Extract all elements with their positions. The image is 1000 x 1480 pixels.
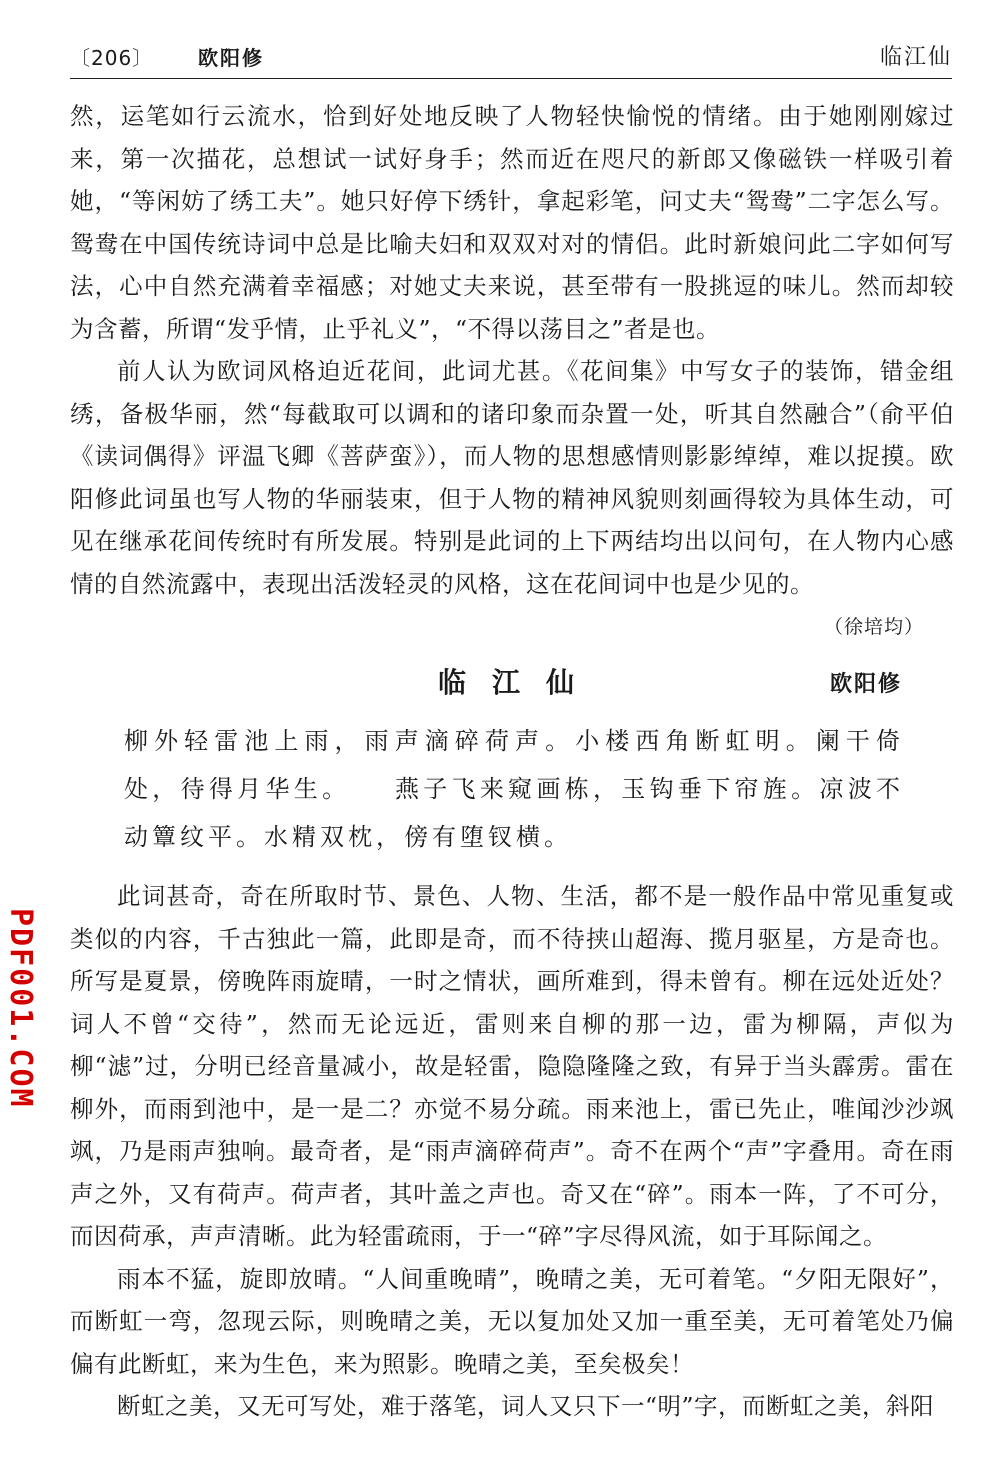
running-header [70, 38, 952, 79]
page-body [70, 95, 954, 1428]
running-header-title: 临江仙 [879, 45, 952, 70]
prev-article-paragraph-1: 然，运笔如行云流水，恰到好处地反映了人物轻快愉悦的情绪。由于她刚刚嫁过来，第一次描花，总想试一试好身手；然而近在咫尺的新郎又像磁铁一样吸引着她，“等闲妨了绣工夫”。她只好停下绣针，拿起彩笔，问丈夫“鸳鸯”二字怎么写。鸳鸯在中国传统诗词中总是比喻夫妇和双双对对的情侣。此时新娘问此二字如何写法，心中自然充满着幸福感；对她丈夫来说，甚至带有一股挑逗的味儿。然而却较为含蓄，所谓“发乎情，止乎礼义”，“不得以荡目之”者是也。 [70, 102, 954, 343]
page-number: 〔206〕 [70, 46, 154, 70]
commentary-paragraph-3: 断虹之美，又无可写处，难于落笔，词人又只下一“明”字，而断虹之美，斜阳 [117, 1392, 935, 1420]
prev-article-paragraph-2: 前人认为欧词风格迫近花间，此词尤甚。《花间集》中写女子的装饰，错金组绣，备极华丽，然“每截取可以调和的诸印象而杂置一处，听其自然融合”（俞平伯《读词偶得》评温飞卿《菩萨蛮》），而人物的思想感情则影影绰绰，难以捉摸。欧阳修此词虽也写人物的华丽装束，但于人物的精神风貌则刻画得较为具体生动，可见在继承花间传统时有所发展。特别是此词的上下两结均出以问句，在人物内心感情的自然流露中，表现出活泼轻灵的风格，这在花间词中也是少见的。 [70, 357, 954, 598]
poem-author: 欧阳修 [829, 672, 902, 697]
poem-title: 临江仙 [438, 666, 601, 699]
watermark: PDF001.COM [3, 908, 38, 1109]
commentary-paragraph-1: 此词甚奇，奇在所取时节、景色、人物、生活，都不是一般作品中常见重复或类似的内容，千古独此一篇，此即是奇，而不待挟山超海、揽月驱星，方是奇也。所写是夏景，傍晚阵雨旋晴，一时之情状，画所难到，得未曾有。柳在远处近处？词人不曾“交待”，然而无论远近，雷则来自柳的那一边，雷为柳隔，声似为柳“滤”过，分明已经音量减小，故是轻雷，隐隐隆隆之致，有异于当头霹雳。雷在柳外，而雨到池中，是一是二？亦觉不易分疏。雨来池上，雷已先止，唯闻沙沙飒飒，乃是雨声独响。最奇者，是“雨声滴碎荷声”。奇不在两个“声”字叠用。奇在雨声之外，又有荷声。荷声者，其叶盖之声也。奇又在“碎”。雨本一阵，了不可分，而因荷承，声声清晰。此为轻雷疏雨，于一“碎”字尽得风流，如于耳际闻之。 [70, 882, 954, 1250]
running-header-author: 欧阳修 [198, 46, 264, 70]
commentary-paragraph-2: 雨本不猛，旋即放晴。“人间重晚晴”，晚晴之美，无可着笔。“夕阳无限好”，而断虹一弯，忽现云际，则晚晴之美，无以复加处又加一重至美，无可着笔处乃偏偏有此断虹，来为生色，来为照影。晚晴之美，至矣极矣！ [70, 1264, 954, 1378]
poem-heading [70, 655, 954, 711]
poem-text: 柳外轻雷池上雨，雨声滴碎荷声。小楼西角断虹明。阑干倚处，待得月华生。 燕子飞来窥画栋，玉钩垂下帘旌。凉波不动簟纹平。水精双枕，傍有堕钗横。 [124, 727, 904, 851]
prev-article-signature: （徐培均） [823, 616, 924, 638]
